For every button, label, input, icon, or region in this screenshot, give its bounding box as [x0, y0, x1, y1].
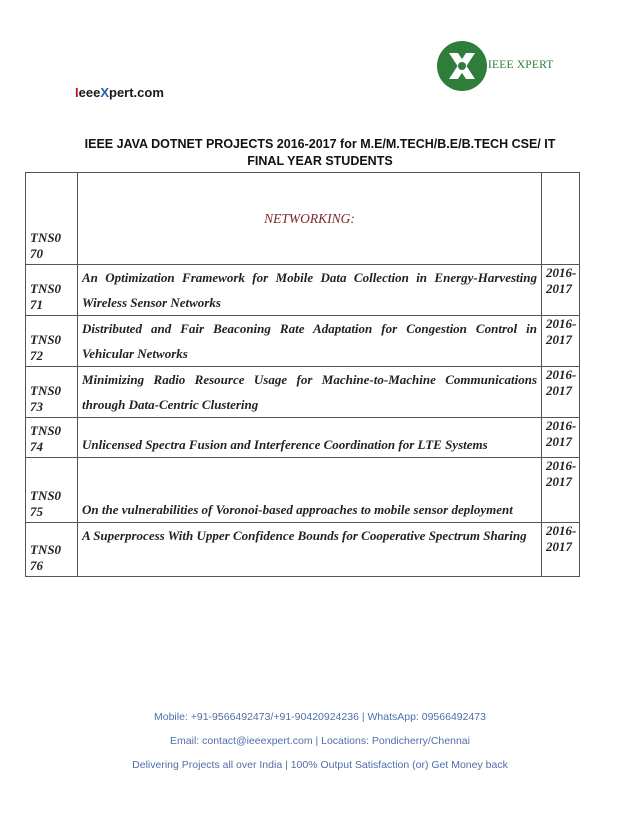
table-row — [26, 418, 580, 458]
project-year: 2016-2017 — [542, 367, 580, 418]
brand-suffix: pert.com — [109, 85, 164, 100]
table-row — [26, 458, 580, 523]
project-id: TNS0 71 — [26, 265, 78, 316]
project-title: An Optimization Framework for Mobile Data Collection in Energy-Harvesting Wireless Sensor Networks — [78, 265, 542, 316]
project-id: TNS0 72 — [26, 316, 78, 367]
heading-line-1: IEEE JAVA DOTNET PROJECTS 2016-2017 for M.E/M.TECH/B.E/B.TECH CSE/ IT — [84, 137, 556, 151]
page-heading — [60, 136, 580, 170]
project-title: A Superprocess With Upper Confidence Bounds for Cooperative Spectrum Sharing — [78, 523, 542, 577]
section-title-cell — [78, 173, 542, 265]
ieee-xpert-logo — [436, 40, 566, 92]
project-title: On the vulnerabilities of Voronoi-based approaches to mobile sensor deployment — [78, 458, 542, 523]
footer-tagline: Delivering Projects all over India | 100% Output Satisfaction (or) Get Money back — [132, 759, 508, 771]
project-title: Minimizing Radio Resource Usage for Machine-to-Machine Communications through Data-Centric Clustering — [78, 367, 542, 418]
project-year: 2016-2017 — [542, 316, 580, 367]
footer-contact: Mobile: +91-9566492473/+91-90420924236 | WhatsApp: 09566492473 — [153, 711, 486, 723]
project-year: 2016-2017 — [542, 265, 580, 316]
section-id: TNS0 70 — [26, 173, 78, 265]
logo-text: IEEE XPERT — [488, 59, 554, 71]
table-row — [26, 265, 580, 316]
project-id: TNS0 75 — [26, 458, 78, 523]
project-year: 2016-2017 — [542, 523, 580, 577]
project-year: 2016-2017 — [542, 418, 580, 458]
brand-eee: eee — [78, 85, 101, 100]
footer-email-locations: Email: contact@ieeexpert.com | Locations: Pondicherry/Chennai — [170, 735, 470, 747]
project-id: TNS0 76 — [26, 523, 78, 577]
table-row — [26, 523, 580, 577]
heading-line-2: FINAL YEAR STUDENTS — [247, 154, 393, 168]
x-logo-icon — [436, 40, 488, 92]
section-row — [26, 173, 580, 265]
project-id: TNS0 74 — [26, 418, 78, 458]
brand-letter-i: I — [75, 85, 79, 100]
project-id: TNS0 73 — [26, 367, 78, 418]
section-year-cell — [542, 173, 580, 265]
table-row — [26, 316, 580, 367]
project-year: 2016-2017 — [542, 458, 580, 523]
site-brand — [75, 85, 164, 100]
projects-table — [25, 172, 580, 577]
brand-letter-x: X — [100, 85, 109, 100]
project-title: Unlicensed Spectra Fusion and Interference Coordination for LTE Systems — [78, 418, 542, 458]
project-title: Distributed and Fair Beaconing Rate Adaptation for Congestion Control in Vehicular Networks — [78, 316, 542, 367]
section-title: NETWORKING: — [264, 211, 355, 226]
table-row — [26, 367, 580, 418]
